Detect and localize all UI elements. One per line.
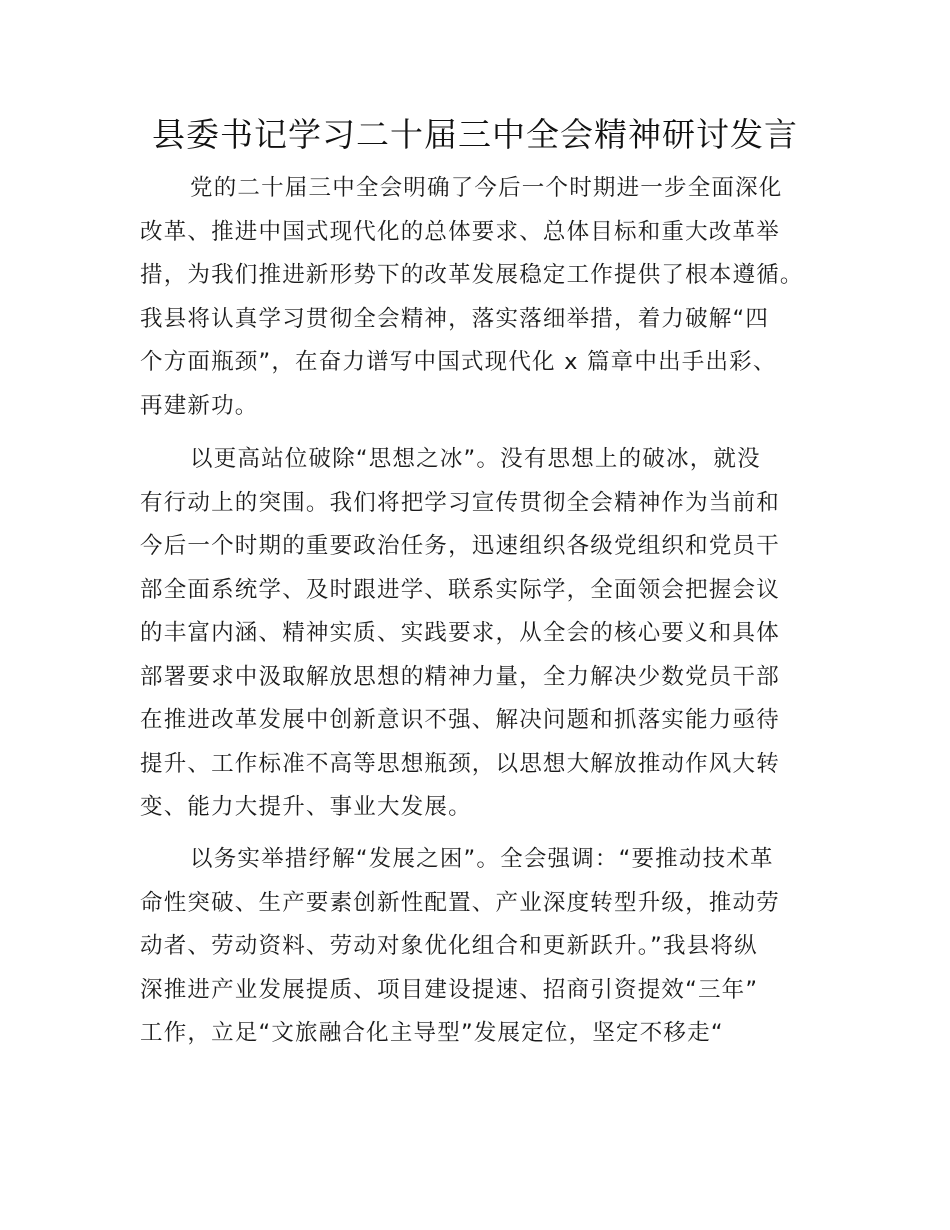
paragraph-line: 命性突破、生产要素创新性配置、产业深度转型升级，推动劳 bbox=[140, 889, 780, 916]
paragraph-line: 再建新功。 bbox=[140, 392, 259, 419]
paragraph-line: 深推进产业发展提质、项目建设提速、招商引资提效“三年” bbox=[140, 976, 759, 1003]
paragraph-line: 个方面瓶颈”，在奋力谱写中国式现代化 x 篇章中出手出彩、 bbox=[140, 349, 777, 375]
paragraph-line: 动者、劳动资料、劳动对象优化组合和更新跃升。”我县将纵 bbox=[140, 933, 758, 959]
paragraph-intro bbox=[140, 167, 830, 428]
paragraph-line: 在推进改革发展中创新意识不强、解决问题和抓落实能力亟待 bbox=[140, 707, 780, 733]
paragraph-development bbox=[140, 838, 830, 1056]
paragraph-line: 提升、工作标准不高等思想瓶颈，以思想大解放推动作风大转 bbox=[140, 750, 780, 777]
paragraph-line: 工作，立足“文旅融合化主导型”发展定位，坚定不移走“ bbox=[140, 1020, 724, 1046]
paragraph-line: 有行动上的突围。我们将把学习宣传贯彻全会精神作为当前和 bbox=[140, 489, 780, 516]
paragraph-line: 以务实举措纾解“发展之困”。全会强调：“要推动技术革 bbox=[190, 846, 774, 872]
paragraph-line: 措，为我们推进新形势下的改革发展稳定工作提供了根本遵循。 bbox=[140, 262, 804, 288]
paragraph-line: 改革、推进中国式现代化的总体要求、总体目标和重大改革举 bbox=[140, 218, 780, 245]
paragraph-line: 今后一个时期的重要政治任务，迅速组织各级党组织和党员干 bbox=[140, 533, 780, 559]
paragraph-line: 部全面系统学、及时跟进学、联系实际学，全面领会把握会议 bbox=[140, 576, 780, 603]
paragraph-line: 变、能力大提升、事业大发展。 bbox=[140, 794, 472, 820]
document-title: 县委书记学习二十届三中全会精神研讨发言 bbox=[152, 115, 798, 154]
paragraph-line: 部署要求中汲取解放思想的精神力量，全力解决少数党员干部 bbox=[140, 663, 780, 690]
paragraph-line: 以更高站位破除“思想之冰”。没有思想上的破冰，就没 bbox=[190, 446, 761, 472]
paragraph-line: 我县将认真学习贯彻全会精神，落实落细举措，着力破解“四 bbox=[140, 305, 770, 332]
paragraph-line: 党的二十届三中全会明确了今后一个时期进一步全面深化 bbox=[190, 175, 783, 201]
paragraph-line: 的丰富内涵、精神实质、实践要求，从全会的核心要义和具体 bbox=[140, 620, 780, 646]
paragraph-thinking bbox=[140, 438, 830, 830]
